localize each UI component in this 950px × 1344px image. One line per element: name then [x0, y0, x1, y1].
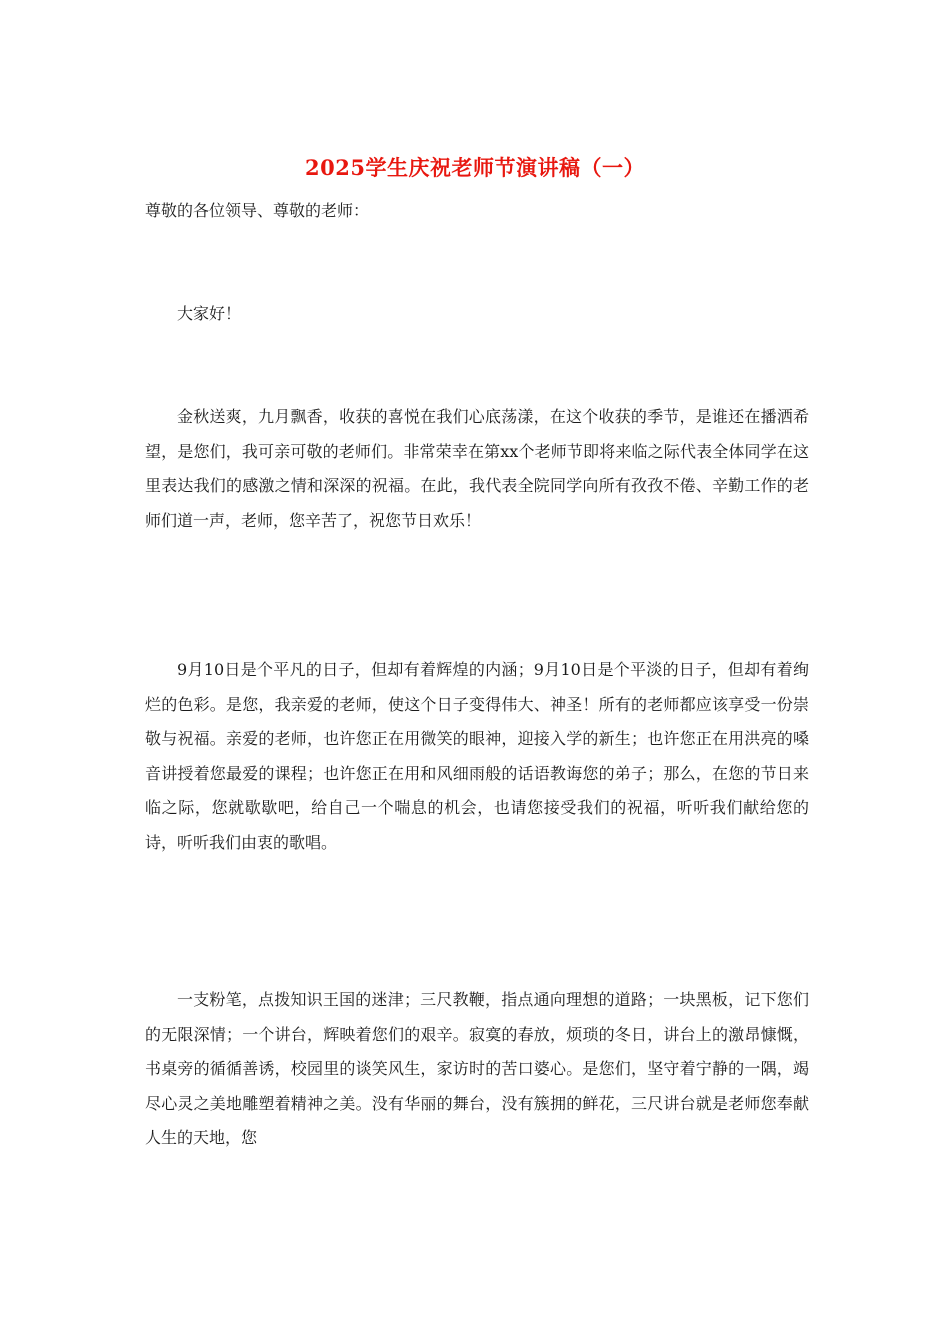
body-paragraph-1: 金秋送爽，九月飘香，收获的喜悦在我们心底荡漾，在这个收获的季节，是谁还在播洒希望，是您们，我可亲可敬的老师们。非常荣幸在第xx个老师节即将来临之际代表全体同学在这里表达我们的感激之情和深深的祝福。在此，我代表全院同学向所有孜孜不倦、辛勤工作的老师们道一声，老师，您辛苦了，祝您节日欢乐！ [145, 407, 809, 530]
body-paragraph-2: 9月10日是个平凡的日子，但却有着辉煌的内涵；9月10日是个平淡的日子，但却有着绚烂的色彩。是您，我亲爱的老师，使这个日子变得伟大、神圣！所有的老师都应该享受一份崇敬与祝福。亲爱的老师，也许您正在用微笑的眼神，迎接入学的新生；也许您正在用洪亮的嗓音讲授着您最爱的课程；也许您正在用和风细雨般的话语教诲您的弟子；那么，在您的节日来临之际，您就歇歇吧，给自己一个喘息的机会，也请您接受我们的祝福，听听我们献给您的诗，听听我们由衷的歌唱。 [145, 660, 809, 852]
greeting-paragraph: 大家好！ [177, 304, 242, 323]
body-paragraph-3: 一支粉笔，点拨知识王国的迷津；三尺教鞭，指点通向理想的道路；一块黑板，记下您们的无限深情；一个讲台，辉映着您们的艰辛。寂寞的春放，烦琐的冬日，讲台上的激昂慷慨，书桌旁的循循善诱，校园里的谈笑风生，家访时的苦口婆心。是您们，坚守着宁静的一隅，竭尽心灵之美地雕塑着精神之美。没有华丽的舞台，没有簇拥的鲜花，三尺讲台就是老师您奉献人生的天地，您 [145, 990, 809, 1148]
salutation: 尊敬的各位领导、尊敬的老师： [145, 201, 370, 220]
document-title: 2025学生庆祝老师节演讲稿（一） [305, 155, 645, 180]
